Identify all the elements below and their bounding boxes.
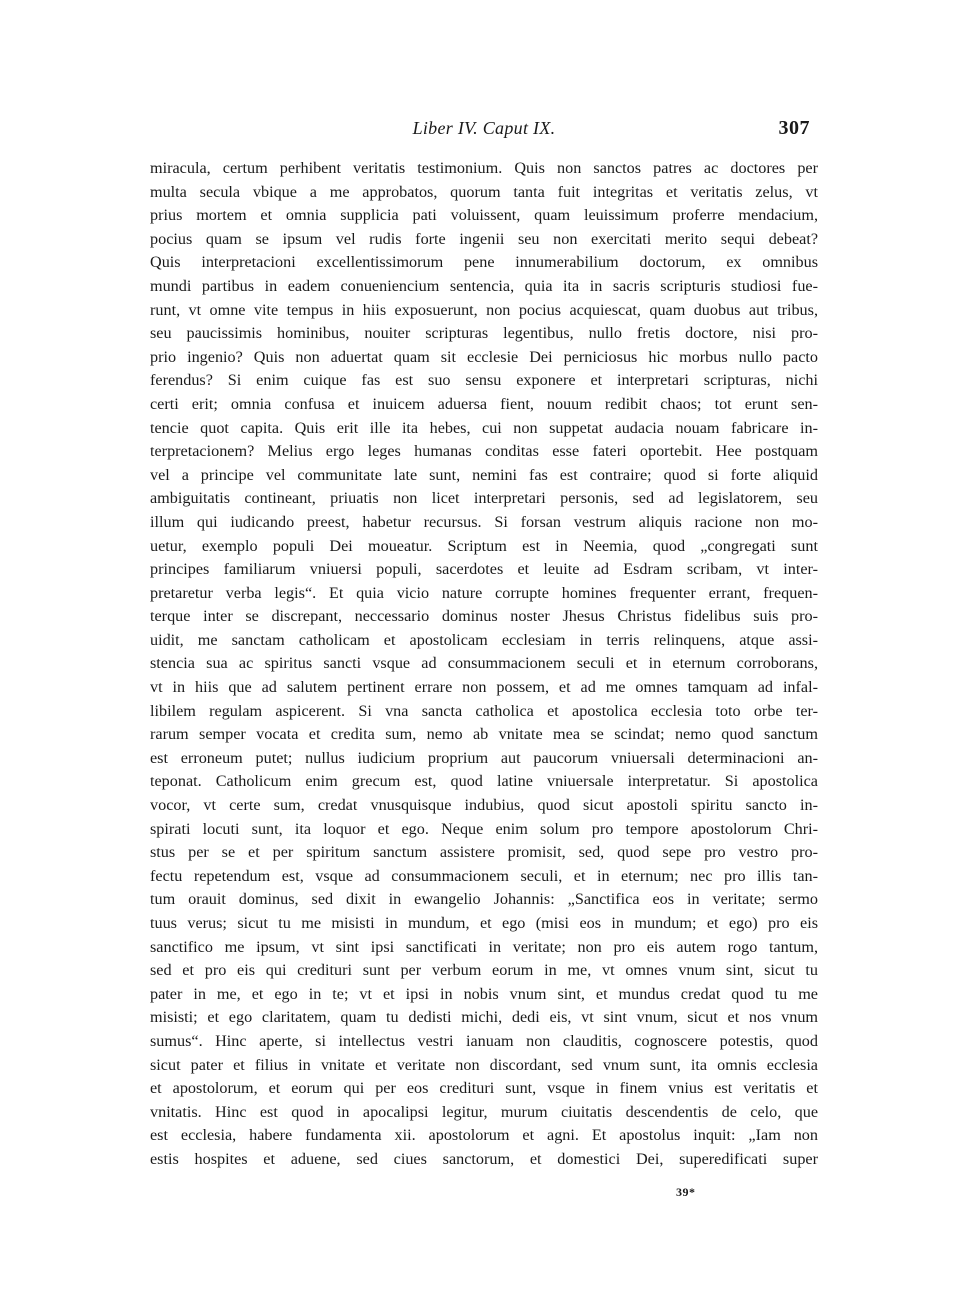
text-line: sed et pro eis qui credituri sunt per verbum eorum in me, vt omnes vnum sint, sicut tu	[150, 961, 818, 980]
text-line: certi erit; omnia confusa et inuicem aduersa fient, nouum redibit chaos; tot erunt sen-	[150, 394, 818, 413]
text-line: seu paucissimis hominibus, nouiter scripturas legentibus, nullo fretis doctore, nisi pro-	[150, 324, 818, 343]
text-line: est ecclesia, habere fundamenta xii. apostolorum et agni. Et apostolus inquit: „Iam non	[150, 1126, 818, 1145]
text-line: vocor, vt certe sum, credat vnusquisque indubius, quod sicut apostoli spiritu sancto in-	[150, 796, 818, 815]
text-line: runt, vt omne vite tempus in hiis exposuerunt, non pocius acquiescat, quam duobus aut tribus,	[150, 300, 818, 319]
text-line: pocius quam se ipsum vel rudis forte ingenii seu non exercitati merito sequi debeat?	[150, 229, 818, 248]
text-line: illum qui iudicando preest, habetur recursus. Si forsan vestrum aliquis racione non mo-	[150, 512, 818, 531]
text-line: prio ingenio? Quis non aduertat quam sit ecclesie Dei perniciosus hic morbus nullo pacto	[150, 347, 818, 366]
running-title: Liber IV. Caput IX.	[412, 118, 556, 138]
text-line: misisti; et ego claritatem, quam tu dedisti michi, dedi eis, vt sint vnum, sicut et nos vnum	[150, 1008, 818, 1027]
text-line: terque inter se discrepant, neccessario dominus noster Jhesus Christus fidelibus suis pro-	[150, 607, 818, 626]
text-line: sumus“. Hinc aperte, si intellectus vestri ianuam non clauditis, cognoscere potestis, quod	[150, 1031, 818, 1050]
text-line: ferendus? Si enim cuique fas est suo sensu exponere et interpretari scripturas, nichi	[150, 371, 818, 390]
running-head	[150, 118, 818, 144]
text-line: miracula, certum perhibent veritatis testimonium. Quis non sanctos patres ac doctores per	[150, 159, 818, 177]
signature-mark: 39*	[676, 1185, 696, 1199]
text-line: pretaretur verba legis“. Et quia vicio nature corrupte homines frequenter errant, frequen-	[150, 583, 818, 602]
text-line: tencie quot capita. Quis erit ille ita hebes, cui non suppetat audacia nouam fabricare in-	[150, 418, 818, 437]
text-line: pater in me, et ego in te; vt et ipsi in nobis vnum sint, et mundus credat quod tu me	[150, 984, 818, 1003]
text-line: sanctifico me ipsum, vt sint ipsi sanctificati in veritate; non pro eis autem rogo tantum,	[150, 937, 818, 956]
text-line: uidit, me sanctam catholicam et apostolicam ecclesiam in terris relinquens, atque assi-	[150, 630, 818, 649]
body-text	[150, 157, 818, 1172]
text-line: vnitatis. Hinc est quod in apocalipsi legitur, murum ciuitatis descendentis de celo, que	[150, 1102, 818, 1121]
text-line: rarum semper vocata et credita sum, nemo ab vnitate mea se scindat; nemo quod sanctum	[150, 725, 818, 744]
text-line: uetur, exemplo populi Dei moueatur. Scriptum est in Neemia, quod „congregati sunt	[150, 536, 818, 555]
text-line: mundi partibus in eadem conueniencium sentencia, quia ita in sacris scripturis studiosi fue-	[150, 276, 818, 295]
text-line: sicut pater et filius in vnitate et veritate non discordant, sed vnum sunt, ita omnis ecclesia	[150, 1055, 818, 1074]
text-line: prius mortem et omnia supplicia pati voluissent, quam leuissimum proferre mendacium,	[150, 206, 818, 225]
page-number: 307	[778, 117, 810, 139]
text-line: multa secula vbique a me approbatos, quorum tanta fuit integritas et veritatis zelus, vt	[150, 182, 818, 201]
text-line: spirati locuti sunt, ita loquor et ego. Neque enim solum pro tempore apostolorum Chri-	[150, 819, 818, 838]
text-line: tum orauit dominus, sed dixit in ewangelio Johannis: „Sanctifica eos in veritate; sermo	[150, 890, 818, 909]
text-line: fectu repetendum est, vsque ad consummacionem seculi, et in eternum; nec pro illis tan-	[150, 866, 818, 885]
text-line: estis hospites et aduene, sed ciues sanctorum, et domestici Dei, superedificati super	[150, 1149, 818, 1168]
text-line: libilem regulam aspicerent. Si vna sancta catholica et apostolica ecclesia toto orbe ter-	[150, 701, 818, 720]
text-line: et apostolorum, et eorum qui per eos credituri sunt, vsque in finem vnius est veritatis et	[150, 1079, 818, 1098]
text-line: vel a principe vel communitate late sunt, nemini fas est contraire; quod si forte aliquid	[150, 465, 818, 484]
text-line: principes familiarum vniuersi populi, sacerdotes et leuite ad Esdram scribam, vt inter-	[150, 560, 818, 579]
text-line: ambiguitatis contineant, priuatis non licet interpretari personis, sed ad legislatorem, seu	[150, 489, 818, 508]
text-line: est erroneum putet; nullus iudicium proprium aut paucorum vniuersali determinacioni an-	[150, 748, 818, 767]
text-line: tuus verus; sicut tu me misisti in mundum, et ego (misi eos in mundum; et ego) pro eis	[150, 914, 818, 932]
text-line: vt in hiis que ad salutem pertinent errare non possem, et ad me omnes tamquam ad infal-	[150, 678, 818, 697]
text-line: Quis interpretacioni excellentissimorum pene innumerabilium doctorum, ex omnibus	[150, 253, 818, 272]
text-line: terpretacionem? Melius ergo leges humanas conditas esse fateri oportebit. Hee postquam	[150, 442, 818, 461]
text-line: teponat. Catholicum enim grecum est, quod latine vniuersale interpretatur. Si apostolica	[150, 772, 818, 791]
text-line: stencia sua ac spiritus sancti vsque ad consummacionem seculi et in eternum corroborans,	[150, 654, 818, 673]
text-line: stus per se et per spiritum sanctum assistere promisit, sed, quod sepe pro vestro pro-	[150, 843, 818, 862]
